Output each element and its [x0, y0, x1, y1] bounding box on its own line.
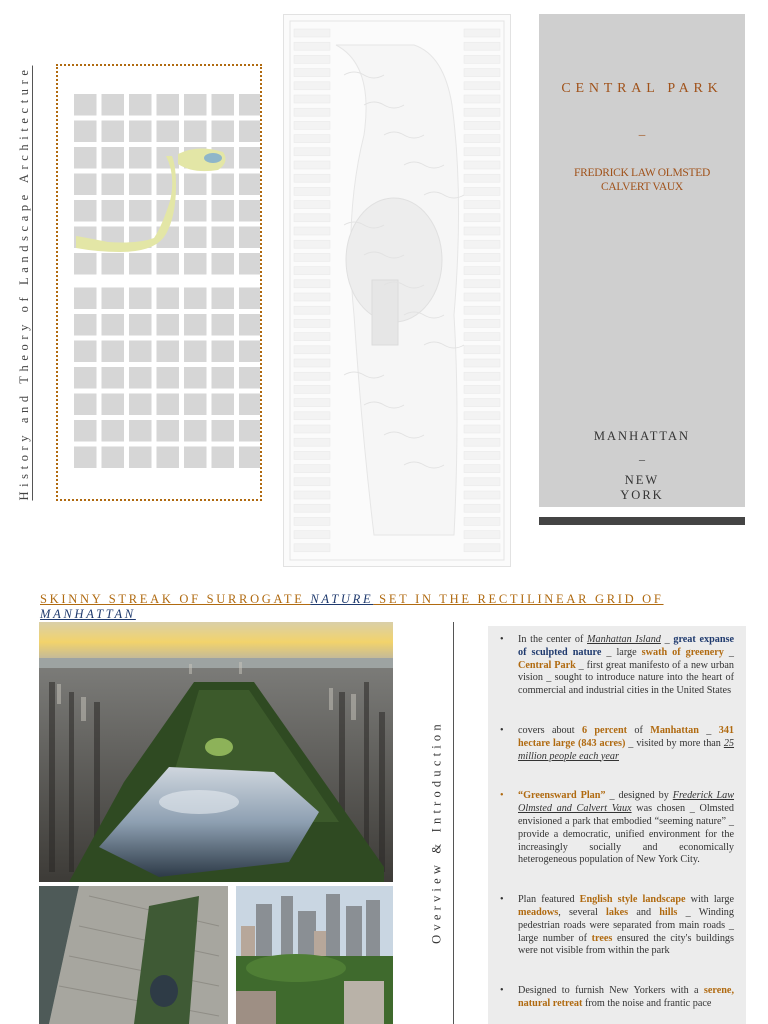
title-panel — [539, 14, 745, 507]
plan-block — [294, 504, 330, 512]
grid-block — [184, 447, 207, 469]
grid-block — [74, 420, 97, 442]
location-manhattan: MANHATTAN — [593, 429, 691, 443]
grid-block — [157, 341, 180, 363]
grid-block — [157, 367, 180, 389]
bullet-size: • covers about 6 percent of Manhattan _ 341 hectare large (843 acres) _ visited by more than 25 million people each year — [518, 725, 734, 763]
manhattan-satellite-photo — [39, 886, 228, 1024]
plan-block — [464, 438, 500, 446]
grid-block — [239, 121, 260, 143]
grid-block — [157, 447, 180, 469]
grid-block — [74, 174, 97, 196]
grid-block — [184, 121, 207, 143]
plan-block — [464, 227, 500, 235]
grid-block — [184, 94, 207, 116]
plan-block — [294, 399, 330, 407]
plan-block — [464, 95, 500, 103]
plan-block — [464, 544, 500, 552]
title-separator: _ — [638, 122, 646, 137]
grid-block — [74, 253, 97, 275]
grid-block — [184, 200, 207, 222]
plan-block — [294, 42, 330, 50]
reservoir-small — [372, 280, 398, 345]
plan-block — [464, 531, 500, 539]
greensward-plan-map-image — [283, 14, 511, 567]
grid-block — [129, 94, 152, 116]
grid-block — [102, 288, 125, 310]
bullet-plan-features: • Plan featured English style landscape with large meadows, several lakes and hills _ Winding pedestrian roads were separated from main roads _ large number of trees ensured the city's buildings were not visible from within the park — [518, 894, 734, 958]
plan-block — [464, 69, 500, 77]
grid-block — [157, 253, 180, 275]
location-separator: _ — [639, 448, 645, 462]
plan-block — [464, 82, 500, 90]
plan-block — [464, 174, 500, 182]
grid-block — [239, 227, 260, 249]
heading-manhattan: MANHATTAN — [40, 606, 136, 621]
heading-part1: SKINNY STREAK OF SURROGATE — [40, 592, 311, 606]
plan-block — [464, 425, 500, 433]
section-label-vertical — [422, 640, 452, 1024]
plan-block — [464, 42, 500, 50]
plan-block — [464, 293, 500, 301]
grid-block — [157, 121, 180, 143]
grid-block — [184, 367, 207, 389]
grid-block — [129, 341, 152, 363]
grid-block — [74, 200, 97, 222]
grid-block — [239, 147, 260, 169]
grid-block — [239, 341, 260, 363]
plan-block — [464, 280, 500, 288]
grid-block — [184, 227, 207, 249]
plan-block — [294, 108, 330, 116]
grid-block — [157, 288, 180, 310]
grid-block — [129, 121, 152, 143]
plan-block — [464, 108, 500, 116]
bullet-purpose: • Designed to furnish New Yorkers with a serene, natural retreat from the noise and frantic pace — [518, 985, 734, 1011]
grid-block — [157, 314, 180, 336]
grid-block — [74, 121, 97, 143]
grid-block — [102, 253, 125, 275]
grid-block — [239, 447, 260, 469]
satellite-photo-drawing — [39, 886, 228, 1024]
plan-block — [294, 293, 330, 301]
section-label-text: Overview & Introduction — [429, 720, 444, 944]
plan-block — [464, 148, 500, 156]
plan-block — [294, 187, 330, 195]
grid-block — [212, 447, 235, 469]
grid-block — [102, 94, 125, 116]
central-park-aerial-photo — [39, 622, 393, 882]
plan-block — [464, 187, 500, 195]
author-vaux: CALVERT VAUX — [601, 181, 683, 193]
plan-block — [294, 267, 330, 275]
grid-block — [239, 253, 260, 275]
plan-block — [464, 214, 500, 222]
bullet-greensward-plan: • “Greensward Plan” _ designed by Frederick Law Olmsted and Calvert Vaux was chosen _ Olmsted envisioned a park that embodied “seeming nature” _ provide a democratic, unified environment for the increasingly socially and economically heterogeneous population of New York City. — [518, 790, 734, 867]
plan-block — [464, 267, 500, 275]
grid-block — [129, 394, 152, 416]
plan-block — [464, 333, 500, 341]
manhattan-grid-plan-image — [56, 64, 262, 501]
grid-block — [102, 420, 125, 442]
grid-block — [212, 121, 235, 143]
plan-block — [294, 253, 330, 261]
aerial-photo-drawing — [39, 622, 393, 882]
grid-block — [102, 447, 125, 469]
grid-block — [74, 288, 97, 310]
plan-block — [294, 240, 330, 248]
grid-plan-drawing — [58, 66, 260, 499]
grid-block — [74, 314, 97, 336]
grid-block — [239, 288, 260, 310]
grid-block — [129, 420, 152, 442]
grid-block — [239, 94, 260, 116]
grid-block — [212, 288, 235, 310]
heading-nature: NATURE — [310, 592, 374, 606]
grid-block — [74, 394, 97, 416]
plan-block — [294, 412, 330, 420]
plan-block — [294, 201, 330, 209]
plan-block — [294, 135, 330, 143]
plan-block — [294, 319, 330, 327]
grid-block — [157, 94, 180, 116]
plan-block — [294, 148, 330, 156]
grid-block — [212, 174, 235, 196]
grid-block — [212, 94, 235, 116]
plan-block — [294, 544, 330, 552]
grid-block — [212, 227, 235, 249]
grid-block — [184, 314, 207, 336]
plan-block — [294, 425, 330, 433]
grid-block — [212, 394, 235, 416]
author-olmsted: FREDRICK LAW OLMSTED — [574, 167, 710, 179]
course-title-vertical — [10, 55, 40, 510]
water-body — [204, 153, 222, 163]
grid-block — [239, 394, 260, 416]
bullet-location: • In the center of Manhattan Island _ great expanse of sculpted nature _ large swath of greenery _ Central Park _ first great manifesto of a new urban vision _ sought to introduce nature into the heart of commercial and industrial cities in the United States — [518, 634, 734, 698]
plan-block — [294, 161, 330, 169]
grid-block — [239, 174, 260, 196]
skyline-park-photo — [236, 886, 393, 1024]
plan-block — [464, 346, 500, 354]
plan-block — [294, 346, 330, 354]
plan-block — [464, 491, 500, 499]
grid-block — [129, 200, 152, 222]
grid-block — [184, 394, 207, 416]
plan-block — [294, 174, 330, 182]
grid-block — [129, 314, 152, 336]
grid-block — [102, 121, 125, 143]
location-york: YORK — [620, 488, 664, 502]
grid-block — [212, 420, 235, 442]
plan-block — [294, 29, 330, 37]
grid-block — [74, 341, 97, 363]
plan-block — [294, 478, 330, 486]
plan-block — [464, 412, 500, 420]
section-divider-line — [453, 622, 454, 1024]
grid-block — [102, 174, 125, 196]
grid-block — [129, 147, 152, 169]
plan-block — [464, 201, 500, 209]
grid-block — [74, 147, 97, 169]
plan-block — [294, 438, 330, 446]
grid-block — [157, 394, 180, 416]
plan-block — [294, 214, 330, 222]
plan-block — [464, 517, 500, 525]
grid-block — [129, 174, 152, 196]
plan-block — [294, 306, 330, 314]
grid-block — [74, 94, 97, 116]
plan-block — [464, 135, 500, 143]
grid-block — [239, 367, 260, 389]
plan-block — [464, 465, 500, 473]
plan-block — [464, 451, 500, 459]
grid-block — [102, 147, 125, 169]
park-title: CENTRAL PARK — [561, 81, 723, 96]
plan-block — [294, 385, 330, 393]
overview-bullets-panel — [488, 626, 746, 1024]
grid-block — [102, 314, 125, 336]
plan-block — [294, 451, 330, 459]
grid-block — [212, 253, 235, 275]
grid-block — [102, 394, 125, 416]
plan-block — [294, 359, 330, 367]
plan-block — [464, 240, 500, 248]
plan-block — [294, 95, 330, 103]
plan-block — [464, 478, 500, 486]
bullet-list — [488, 626, 746, 1011]
grid-block — [129, 253, 152, 275]
grid-block — [184, 420, 207, 442]
section-heading — [40, 592, 685, 621]
grid-block — [129, 447, 152, 469]
plan-block — [464, 29, 500, 37]
grid-block — [102, 367, 125, 389]
plan-block — [464, 504, 500, 512]
grid-block — [212, 341, 235, 363]
grid-block — [74, 367, 97, 389]
plan-block — [464, 121, 500, 129]
grid-block — [239, 314, 260, 336]
course-title-text: History and Theory of Landscape Architecture — [17, 64, 31, 501]
plan-block — [464, 319, 500, 327]
plan-block — [294, 69, 330, 77]
plan-block — [294, 280, 330, 288]
grid-block — [157, 420, 180, 442]
grid-block — [129, 288, 152, 310]
location-new: NEW — [624, 473, 660, 487]
plan-block — [464, 359, 500, 367]
grid-block — [74, 447, 97, 469]
grid-block — [212, 367, 235, 389]
grid-block — [184, 174, 207, 196]
plan-block — [464, 161, 500, 169]
grid-block — [184, 253, 207, 275]
plan-block — [294, 227, 330, 235]
skyline-photo-drawing — [236, 886, 393, 1024]
plan-block — [294, 491, 330, 499]
plan-block — [294, 333, 330, 341]
plan-block — [464, 306, 500, 314]
grid-block — [212, 314, 235, 336]
plan-block — [294, 82, 330, 90]
title-underline-bar — [539, 517, 745, 525]
grid-block — [129, 367, 152, 389]
plan-block — [294, 372, 330, 380]
plan-block — [464, 372, 500, 380]
grid-block — [102, 341, 125, 363]
plan-block — [464, 385, 500, 393]
plan-block — [294, 531, 330, 539]
plan-block — [294, 465, 330, 473]
plan-block — [294, 517, 330, 525]
plan-block — [294, 121, 330, 129]
plan-block — [464, 253, 500, 261]
heading-part2: SET IN THE RECTILINEAR GRID OF — [373, 592, 664, 606]
greensward-plan-drawing — [284, 15, 510, 566]
grid-block — [184, 288, 207, 310]
grid-block — [212, 200, 235, 222]
plan-block — [464, 55, 500, 63]
plan-block — [294, 55, 330, 63]
grid-block — [239, 420, 260, 442]
grid-block — [102, 200, 125, 222]
plan-block — [464, 399, 500, 407]
grid-block — [184, 341, 207, 363]
grid-block — [239, 200, 260, 222]
